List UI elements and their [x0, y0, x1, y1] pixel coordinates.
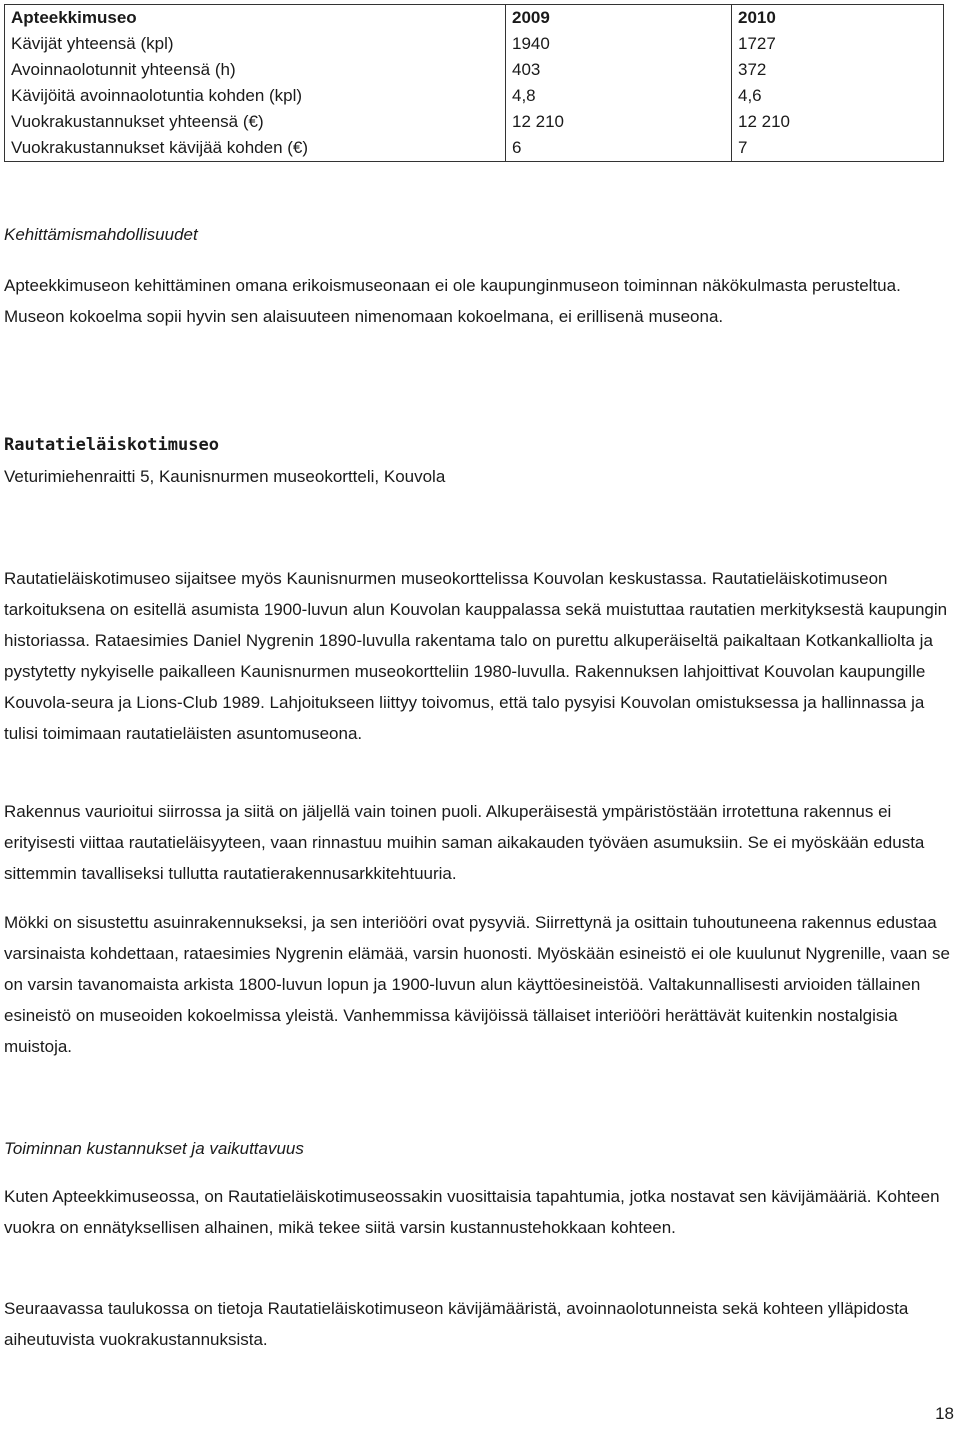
table-header-cell: 2010: [732, 5, 944, 32]
development-paragraph: Apteekkimuseon kehittäminen omana erikoismuseonaan ei ole kaupunginmuseon toiminnan näkökulmasta perusteltua. Museon kokoelma sopii hyvin sen alaisuuteen nimenomaan kokoelmana, ei erillisenä museona.: [4, 276, 901, 326]
table-row: [5, 57, 944, 83]
statistics-table: [4, 4, 944, 162]
table-cell: Kävijät yhteensä (kpl): [5, 31, 506, 57]
museum-paragraph-2: Rakennus vaurioitui siirrossa ja siitä on jäljellä vain toinen puoli. Alkuperäisestä ympäristöstään irrotettuna rakennus ei erityisesti viittaa rautatieläisyyteen, vaan rinnastuu muihin saman aikakauden työväen asumuksiin. Se ei myöskään edusta sittemmin tavalliseksi tullutta rautatierakennusarkkitehtuuria.: [4, 802, 925, 883]
page-number: 18: [935, 1404, 954, 1423]
table-cell: Avoinnaolotunnit yhteensä (h): [5, 57, 506, 83]
table-cell: 12 210: [506, 109, 732, 135]
museum-address: Veturimiehenraitti 5, Kaunisnurmen museokortteli, Kouvola: [4, 467, 446, 486]
costs-paragraph-1: Kuten Apteekkimuseossa, on Rautatieläiskotimuseossakin vuosittaisia tapahtumia, jotka nostavat sen kävijämääriä. Kohteen vuokra on ennätyksellisen alhainen, mikä tekee siitä varsin kustannustehokkaan kohteen.: [4, 1187, 940, 1237]
museum-paragraph-1: Rautatieläiskotimuseo sijaitsee myös Kaunisnurmen museokorttelissa Kouvolan keskustassa. Rautatieläiskotimuseon tarkoituksena on esitellä asumista 1900-luvun alun Kouvolan kauppalassa sekä muistuttaa rautatien merkityksestä kaupungin historiassa. Rataesimies Daniel Nygrenin 1890-luvulla rakentama talo on purettu alkuperäiseltä paikaltaan Kotkankalliolta ja pystytetty nykyiselle paikalleen Kaunisnurmen museokortteliin 1980-luvulla. Rakennuksen lahjoittivat Kouvolan kaupungille Kouvola-seura ja Lions-Club 1989. Lahjoitukseen liittyy toivomus, että talo pysyisi Kouvolan omistuksessa ja hallinnassa ja tulisi toimimaan rautatieläisten asuntomuseona.: [4, 569, 948, 743]
table-cell: 1727: [732, 31, 944, 57]
costs-paragraph-2: Seuraavassa taulukossa on tietoja Rautatieläiskotimuseon kävijämääristä, avoinnaolotunneista sekä kohteen ylläpidosta aiheutuvista vuokrakustannuksista.: [4, 1299, 909, 1349]
table-row: [5, 109, 944, 135]
museum-title: Rautatieläiskotimuseo: [4, 435, 219, 455]
table-cell: Vuokrakustannukset yhteensä (€): [5, 109, 506, 135]
table-cell: 7: [732, 135, 944, 162]
table-header-row: [5, 5, 944, 32]
museum-paragraph-3: Mökki on sisustettu asuinrakennukseksi, ja sen interiööri ovat pysyviä. Siirrettynä ja osittain tuhoutuneena rakennus edustaa varsinaista kohdettaan, rataesimies Nygrenin elämää, varsin huonosti. Myöskään esineistö ei ole kuulunut Nygrenille, vaan se on varsin tavanomaista arkista 1800-luvun lopun ja 1900-luvun alun käyttöesineistöä. Valtakunnallisesti arvioiden tällainen esineistö on museoiden kokoelmissa yleistä. Vanhemmissa kävijöissä tällaiset interiööri herättävät kuitenkin nostalgisia muistoja.: [4, 913, 950, 1056]
section-heading-costs: Toiminnan kustannukset ja vaikuttavuus: [4, 1139, 304, 1158]
table-cell: Vuokrakustannukset kävijää kohden (€): [5, 135, 506, 162]
table-cell: 372: [732, 57, 944, 83]
table-header-cell: Apteekkimuseo: [5, 5, 506, 32]
table-row: [5, 83, 944, 109]
table-cell: 4,6: [732, 83, 944, 109]
table-header-cell: 2009: [506, 5, 732, 32]
table-cell: 1940: [506, 31, 732, 57]
table-cell: 403: [506, 57, 732, 83]
section-heading-development: Kehittämismahdollisuudet: [4, 225, 198, 244]
table-cell: 12 210: [732, 109, 944, 135]
table-row: [5, 135, 944, 162]
table-cell: 4,8: [506, 83, 732, 109]
table-cell: 6: [506, 135, 732, 162]
table-row: [5, 31, 944, 57]
table-cell: Kävijöitä avoinnaolotuntia kohden (kpl): [5, 83, 506, 109]
